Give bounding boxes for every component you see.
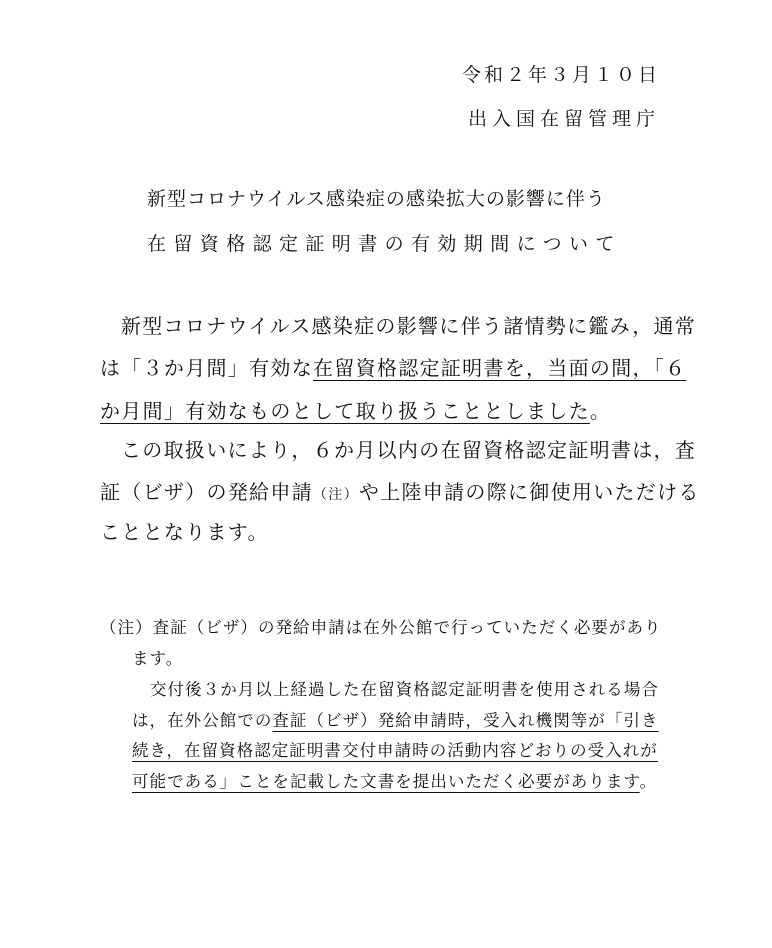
paragraph-2-line-1: この取扱いにより，６か月以内の在留資格認定証明書は，査 (121, 438, 697, 462)
paragraph-2-line-2-start: 証（ビザ）の発給申請 (100, 480, 313, 504)
note-line-4-text: は，在外公館での (132, 711, 273, 730)
note-line-6-end: 。 (639, 772, 658, 791)
paragraph-1-line-2-text: は「３か月間」有効な (100, 356, 313, 380)
underlined-text: 在留資格認定証明書を，当面の間，「６ (313, 356, 687, 380)
document-title-line-2: 在留資格認定証明書の有効期間について (147, 233, 622, 255)
underlined-text: 可能である」ことを記載した文書を提出いただく必要があります (132, 772, 640, 791)
note-line-6 (132, 774, 657, 791)
note-line-1: （注）査証（ビザ）の発給申請は在外公館で行っていただく必要があり (100, 618, 662, 637)
paragraph-2-line-2-end: や上陸申請の際に御使用いただける (358, 480, 700, 504)
paragraph-1-line-1: 新型コロナウイルス感染症の影響に伴う諸情勢に鑑み，通常 (121, 314, 697, 338)
paragraph-1-line-2 (100, 358, 686, 378)
document-date: 令和２年３月１０日 (461, 64, 660, 86)
paragraph-1-line-3-end: 。 (589, 399, 612, 423)
note-reference-mark: （注） (313, 487, 359, 503)
note-line-3: 交付後３か月以上経過した在留資格認定証明書を使用される場合 (150, 680, 659, 699)
paragraph-2-line-2 (100, 482, 700, 502)
document-title-line-1: 新型コロナウイルス感染症の感染拡大の影響に伴う (147, 188, 606, 210)
underlined-text: 査証（ビザ）発給申請時，受入れ機関等が「引き (272, 711, 659, 730)
note-line-4 (132, 713, 659, 730)
underlined-text: 続き，在留資格認定証明書交付申請時の活動内容どおりの受入れが (132, 741, 658, 760)
note-line-2: ます。 (132, 649, 184, 668)
paragraph-1-line-3 (100, 401, 611, 421)
underlined-text: か月間」有効なものとして取り扱うこととしました (100, 399, 590, 423)
issuing-agency: 出入国在留管理庁 (467, 108, 660, 130)
note-line-5 (132, 743, 658, 760)
paragraph-2-line-3: こととなります。 (100, 520, 269, 544)
